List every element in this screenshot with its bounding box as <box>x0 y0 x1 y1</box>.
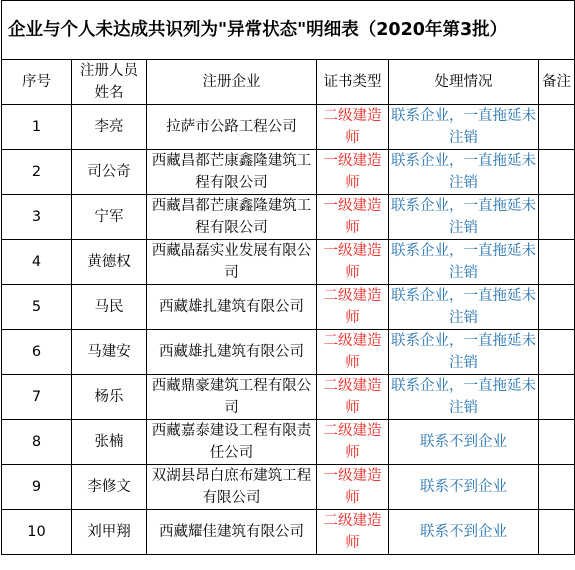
cell-seq: 3 <box>2 195 72 240</box>
cell-cert: 二级建造师 <box>317 105 389 150</box>
header-row <box>2 60 575 105</box>
cell-company: 西藏雄扎建筑有限公司 <box>147 330 317 375</box>
cell-seq: 9 <box>2 465 72 510</box>
cell-seq: 1 <box>2 105 72 150</box>
cell-status: 联系企业，一直拖延未注销 <box>389 150 539 195</box>
cell-note <box>539 330 575 375</box>
cell-status: 联系不到企业 <box>389 510 539 555</box>
header-cert: 证书类型 <box>317 60 389 105</box>
cell-status: 联系企业，一直拖延未注销 <box>389 105 539 150</box>
cell-status: 联系不到企业 <box>389 420 539 465</box>
cell-company: 西藏鼎豪建筑工程有限公司 <box>147 375 317 420</box>
table-row <box>2 150 575 195</box>
table-row <box>2 420 575 465</box>
header-status: 处理情况 <box>389 60 539 105</box>
cell-company: 西藏嘉泰建设工程有限责任公司 <box>147 420 317 465</box>
cell-note <box>539 105 575 150</box>
cell-seq: 2 <box>2 150 72 195</box>
cell-cert: 二级建造师 <box>317 330 389 375</box>
cell-status: 联系企业，一直拖延未注销 <box>389 195 539 240</box>
cell-note <box>539 285 575 330</box>
cell-seq: 6 <box>2 330 72 375</box>
cell-cert: 二级建造师 <box>317 375 389 420</box>
cell-cert: 二级建造师 <box>317 510 389 555</box>
table-row <box>2 330 575 375</box>
cell-name: 马建安 <box>72 330 147 375</box>
cell-seq: 7 <box>2 375 72 420</box>
cell-cert: 一级建造师 <box>317 195 389 240</box>
cell-note <box>539 465 575 510</box>
cell-cert: 一级建造师 <box>317 150 389 195</box>
table-row <box>2 195 575 240</box>
table-row <box>2 510 575 555</box>
cell-cert: 一级建造师 <box>317 465 389 510</box>
cell-cert: 二级建造师 <box>317 420 389 465</box>
cell-status: 联系企业，一直拖延未注销 <box>389 240 539 285</box>
cell-name: 杨乐 <box>72 375 147 420</box>
cell-seq: 5 <box>2 285 72 330</box>
cell-seq: 4 <box>2 240 72 285</box>
cell-cert: 一级建造师 <box>317 240 389 285</box>
cell-note <box>539 420 575 465</box>
cell-name: 马民 <box>72 285 147 330</box>
cell-status: 联系企业，一直拖延未注销 <box>389 375 539 420</box>
cell-name: 宁军 <box>72 195 147 240</box>
cell-company: 拉萨市公路工程公司 <box>147 105 317 150</box>
cell-name: 李亮 <box>72 105 147 150</box>
table-row <box>2 285 575 330</box>
cell-name: 司公奇 <box>72 150 147 195</box>
cell-company: 西藏耀佳建筑有限公司 <box>147 510 317 555</box>
table-title: 企业与个人未达成共识列为"异常状态"明细表（2020年第3批） <box>2 1 575 60</box>
header-company: 注册企业 <box>147 60 317 105</box>
table-row <box>2 465 575 510</box>
cell-note <box>539 150 575 195</box>
cell-name: 黄德权 <box>72 240 147 285</box>
table-row <box>2 240 575 285</box>
cell-company: 双湖县昂白庶布建筑工程有限公司 <box>147 465 317 510</box>
header-note: 备注 <box>539 60 575 105</box>
cell-status: 联系企业，一直拖延未注销 <box>389 285 539 330</box>
cell-status: 联系不到企业 <box>389 465 539 510</box>
table-row <box>2 105 575 150</box>
header-seq: 序号 <box>2 60 72 105</box>
header-name: 注册人员姓名 <box>72 60 147 105</box>
cell-seq: 8 <box>2 420 72 465</box>
cell-name: 李修文 <box>72 465 147 510</box>
table-row <box>2 375 575 420</box>
cell-note <box>539 240 575 285</box>
cell-note <box>539 195 575 240</box>
cell-company: 西藏昌都芒康鑫隆建筑工程有限公司 <box>147 150 317 195</box>
record-table <box>1 0 575 555</box>
cell-seq: 10 <box>2 510 72 555</box>
cell-note <box>539 375 575 420</box>
cell-name: 张楠 <box>72 420 147 465</box>
cell-company: 西藏昌都芒康鑫隆建筑工程有限公司 <box>147 195 317 240</box>
cell-status: 联系企业，一直拖延未注销 <box>389 330 539 375</box>
cell-company: 西藏雄扎建筑有限公司 <box>147 285 317 330</box>
cell-note <box>539 510 575 555</box>
cell-company: 西藏晶磊实业发展有限公司 <box>147 240 317 285</box>
cell-cert: 二级建造师 <box>317 285 389 330</box>
cell-name: 刘甲翔 <box>72 510 147 555</box>
